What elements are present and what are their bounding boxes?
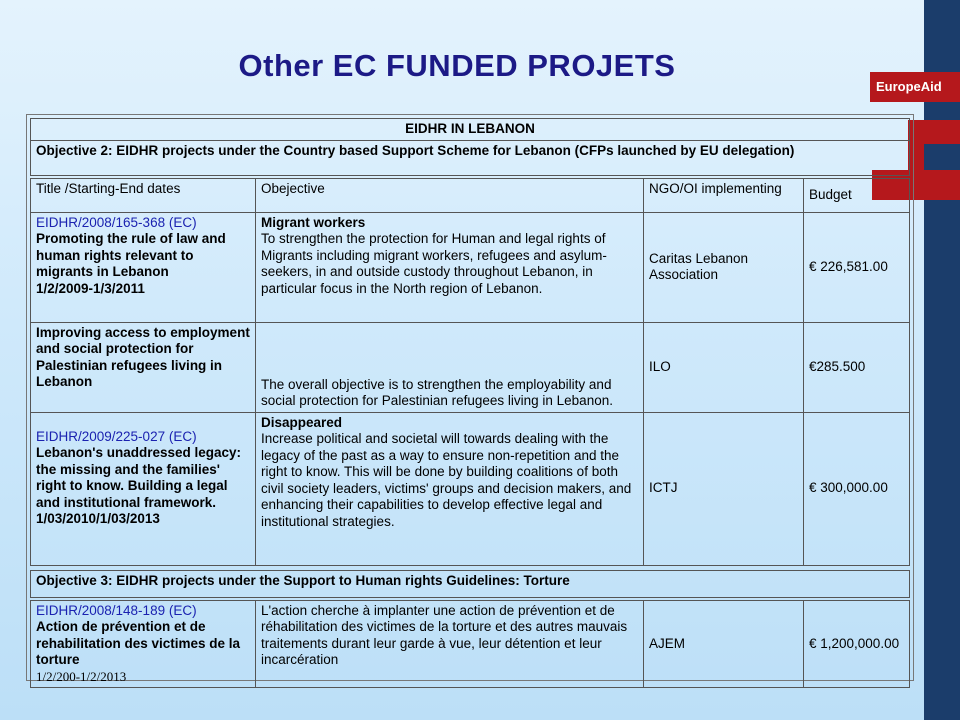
europeaid-logo: EuropeAid bbox=[870, 72, 960, 102]
project-title-cell bbox=[31, 412, 256, 565]
red-tab-decoration bbox=[908, 120, 960, 144]
project-dates: 1/2/2009-1/3/2011 bbox=[36, 280, 145, 296]
project-reference: EIDHR/2008/165-368 (EC) bbox=[36, 214, 197, 230]
column-header-ngo: NGO/OI implementing bbox=[644, 178, 804, 212]
table-row bbox=[31, 600, 910, 688]
projects-table bbox=[30, 118, 910, 688]
column-header-budget: Budget bbox=[804, 178, 910, 212]
table-row bbox=[31, 212, 910, 322]
objective-text: L'action cherche à implanter une action de prévention et de réhabilitation des victimes de la torture et des autres mauvais traitements durant leur garde à vue, leur détention et leur incarcération bbox=[261, 602, 628, 667]
table-header: EIDHR IN LEBANON bbox=[31, 119, 910, 141]
table-header-row bbox=[31, 119, 910, 141]
project-title: Action de prévention et de rehabilitation des victimes de la torture bbox=[36, 619, 241, 667]
budget-cell: € 1,200,000.00 bbox=[804, 600, 910, 688]
project-title: Lebanon's unaddressed legacy: the missing and the families' right to know. Building a legal and institutional framework. bbox=[36, 445, 242, 510]
objective-text: Increase political and societal will towards dealing with the legacy of the past as a way to ensure non-repetition and the right to know. This will be done by building coalitions of both civil society leaders, victims' groups and decision makers, and enhancing their capabilities to develop effective legal and institutional strategies. bbox=[261, 431, 632, 529]
ngo-cell: ICTJ bbox=[644, 412, 804, 565]
objective-2-heading: Objective 2: EIDHR projects under the Country based Support Scheme for Lebanon (CFPs launched by EU delegation) bbox=[31, 140, 910, 175]
page-title: Other EC FUNDED PROJETS bbox=[238, 48, 676, 83]
project-dates: 1/03/2010/1/03/2013 bbox=[36, 511, 160, 526]
column-header-row bbox=[31, 178, 910, 212]
objective-text: The overall objective is to strengthen the employability and social protection for Palestinian refugees living in Lebanon. bbox=[261, 376, 613, 408]
objective-cell bbox=[256, 322, 644, 412]
budget-cell: € 300,000.00 bbox=[804, 412, 910, 565]
project-title-cell bbox=[31, 322, 256, 412]
side-bar-decoration bbox=[924, 0, 960, 720]
table-row bbox=[31, 322, 910, 412]
objective-3-heading: Objective 3: EIDHR projects under the Support to Human rights Guidelines: Torture bbox=[31, 570, 910, 597]
ngo-cell: AJEM bbox=[644, 600, 804, 688]
budget-cell: € 226,581.00 bbox=[804, 212, 910, 322]
column-header-objective: Obejective bbox=[256, 178, 644, 212]
project-title-cell bbox=[31, 600, 256, 688]
objective-cell bbox=[256, 212, 644, 322]
project-reference: EIDHR/2009/225-027 (EC) bbox=[36, 428, 197, 444]
budget-cell: €285.500 bbox=[804, 322, 910, 412]
objective-text: To strengthen the protection for Human and legal rights of Migrants including migrant workers, refugees and asylum-seekers, in and outside custody throughout Lebanon, in particular focus in the North region of Lebanon. bbox=[261, 231, 607, 296]
objective-row bbox=[31, 570, 910, 597]
project-reference: EIDHR/2008/148-189 (EC) bbox=[36, 602, 197, 618]
objective-heading: Migrant workers bbox=[261, 214, 366, 230]
project-dates: 1/2/200-1/2/2013 bbox=[36, 668, 127, 684]
project-title-cell bbox=[31, 212, 256, 322]
objective-heading: Disappeared bbox=[261, 414, 343, 430]
ngo-cell: Caritas Lebanon Association bbox=[644, 212, 804, 322]
project-title: Improving access to employment and social protection for Palestinian refugees living in Lebanon bbox=[36, 324, 250, 389]
objective-cell bbox=[256, 600, 644, 688]
project-title: Promoting the rule of law and human rights relevant to migrants in Lebanon bbox=[36, 231, 226, 279]
objective-row bbox=[31, 140, 910, 175]
objective-cell bbox=[256, 412, 644, 565]
ngo-cell: ILO bbox=[644, 322, 804, 412]
table-row bbox=[31, 412, 910, 565]
column-header-title: Title /Starting-End dates bbox=[31, 178, 256, 212]
